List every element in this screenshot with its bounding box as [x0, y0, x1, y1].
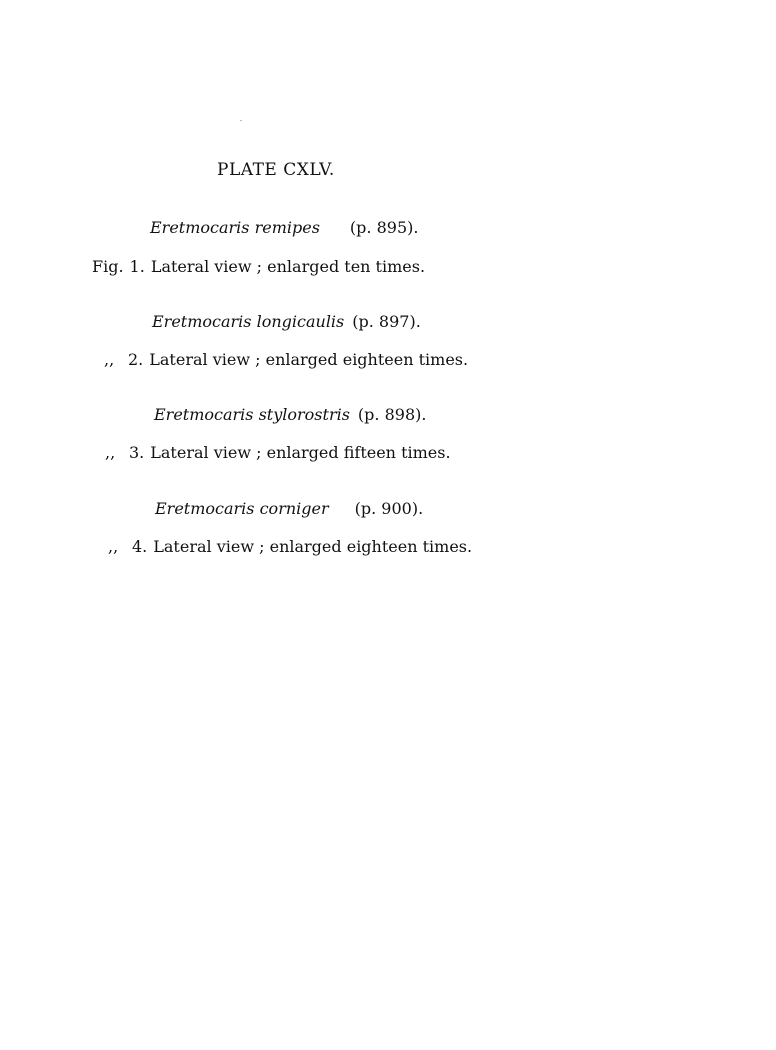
- species-heading: [154, 405, 426, 424]
- figure-caption: [108, 537, 472, 556]
- species-heading: [150, 218, 418, 237]
- figure-prefix: ,,: [105, 443, 116, 462]
- figure-description: Lateral view ; enlarged eighteen times.: [153, 537, 473, 556]
- figure-number: 4.: [132, 537, 148, 556]
- figure-caption: [104, 350, 468, 369]
- species-heading: [152, 312, 421, 331]
- species-name: Eretmocaris corniger: [155, 499, 329, 518]
- page-reference: (p. 897).: [352, 312, 421, 331]
- figure-caption: [92, 257, 425, 276]
- print-speck: [240, 120, 242, 121]
- figure-number: 3.: [129, 443, 145, 462]
- species-name: Eretmocaris remipes: [150, 218, 320, 237]
- figure-caption: [105, 443, 451, 462]
- figure-description: Lateral view ; enlarged fifteen times.: [150, 443, 451, 462]
- page-reference: (p. 900).: [354, 499, 424, 518]
- figure-prefix: ,,: [108, 537, 119, 556]
- figure-number: 2.: [128, 350, 144, 369]
- figure-prefix: Fig.: [92, 257, 124, 276]
- figure-prefix: ,,: [104, 350, 115, 369]
- figure-number: 1.: [129, 257, 145, 276]
- page-reference: (p. 898).: [357, 405, 427, 424]
- figure-description: Lateral view ; enlarged ten times.: [150, 257, 426, 276]
- species-heading: [155, 499, 423, 518]
- species-name: Eretmocaris stylorostris: [154, 405, 350, 424]
- page-reference: (p. 895).: [349, 218, 419, 237]
- figure-description: Lateral view ; enlarged eighteen times.: [149, 350, 469, 369]
- plate-title: PLATE CXLV.: [217, 160, 335, 180]
- species-name: Eretmocaris longicaulis: [152, 312, 345, 331]
